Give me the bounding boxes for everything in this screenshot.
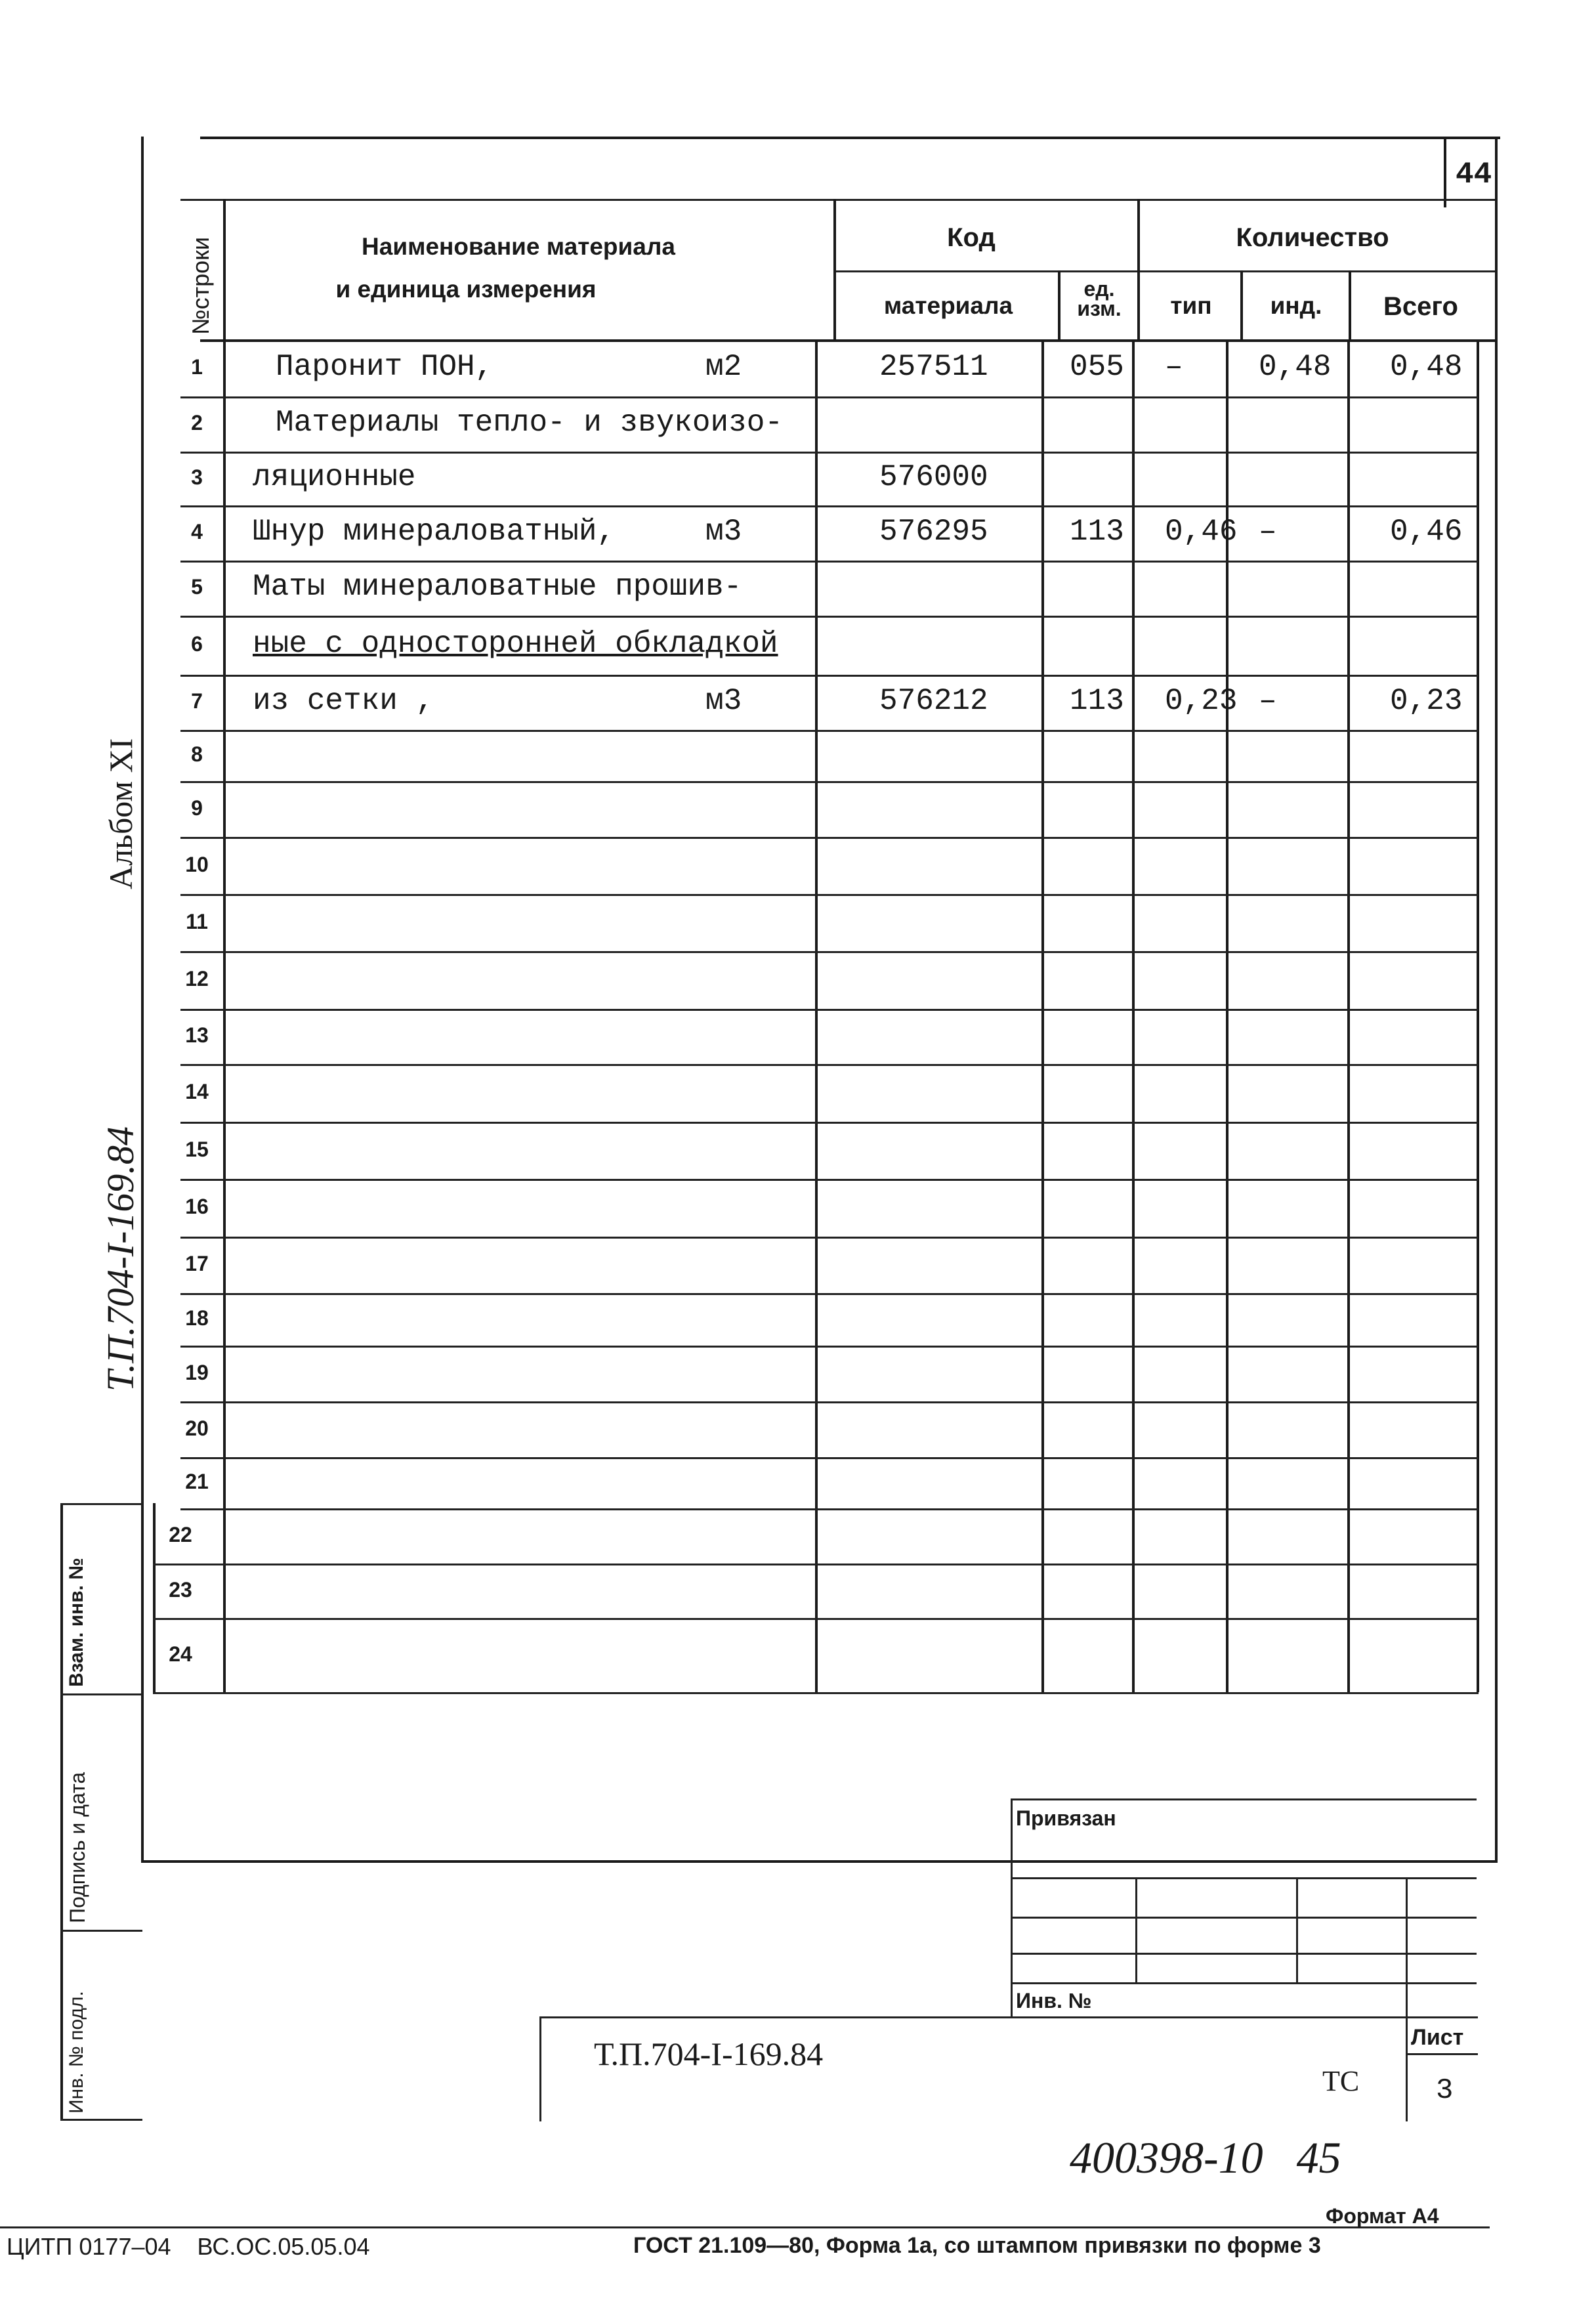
header-quantity: Количество xyxy=(1236,223,1389,252)
table-row-line xyxy=(180,1064,1479,1066)
stamp-doc-code: Т.П.704-I-169.84 xyxy=(594,2035,824,2072)
row-number: 17 xyxy=(185,1252,209,1275)
col-name-right xyxy=(833,199,836,339)
col-ind-right xyxy=(1349,270,1351,339)
row-ind: – xyxy=(1259,684,1277,718)
row-tip: 0,23 xyxy=(1165,684,1238,718)
frame-top-line xyxy=(200,137,1498,139)
table-row-line xyxy=(180,1009,1479,1011)
body-name-right xyxy=(815,339,818,1692)
header-code-material: материала xyxy=(883,292,1013,319)
row-number: 1 xyxy=(191,354,203,379)
header-qty-type: тип xyxy=(1170,292,1212,319)
table-row-line xyxy=(153,1564,1479,1565)
row-number: 10 xyxy=(185,852,209,876)
stamp-inv-label: Инв. № подл. xyxy=(66,1991,87,2114)
col-rownum-right xyxy=(223,199,226,1692)
stamp-mark: ТС xyxy=(1322,2065,1360,2097)
side-doc-code: Т.П.704-I-169.84 xyxy=(99,1126,142,1392)
row-code: 576000 xyxy=(879,460,988,494)
list-cell-sep xyxy=(1406,2053,1478,2055)
row-number: 2 xyxy=(191,411,203,435)
format-label: Формат А4 xyxy=(1326,2204,1439,2228)
privyazan-col2 xyxy=(1296,1877,1298,1982)
row-tip: 0,46 xyxy=(1165,515,1238,549)
table-row-line xyxy=(180,894,1479,896)
row-total: 0,23 xyxy=(1390,684,1463,718)
table-row-line xyxy=(180,1508,1479,1510)
privyazan-left xyxy=(1011,1798,1013,2018)
table-row-line xyxy=(180,505,1479,507)
main-stamp-left xyxy=(539,2016,541,2121)
row-ind: 0,48 xyxy=(1259,349,1332,384)
row-number: 19 xyxy=(185,1360,209,1384)
table-row-line xyxy=(180,837,1479,839)
row-number: 23 xyxy=(169,1577,192,1602)
row-number: 6 xyxy=(191,632,203,656)
table-row-line xyxy=(180,1179,1479,1181)
header-bottom-line xyxy=(200,339,1495,342)
row-ed: 113 xyxy=(1070,515,1124,549)
row-number: 24 xyxy=(169,1642,192,1666)
body-ed-right xyxy=(1132,339,1135,1692)
table-row-line xyxy=(180,616,1479,618)
left-stamp-sep2 xyxy=(60,1930,142,1932)
row-number: 21 xyxy=(185,1470,209,1493)
inv-no-label: Инв. № xyxy=(1016,1989,1092,2012)
row-ind: – xyxy=(1259,515,1277,549)
frame-left-line xyxy=(141,137,144,1863)
table-row-line xyxy=(180,452,1479,454)
table-row-line xyxy=(180,675,1479,677)
main-stamp-top xyxy=(539,2016,1478,2018)
privyazan-top xyxy=(1011,1798,1477,1800)
frame-right-line xyxy=(1495,137,1498,1863)
left-stamp-top xyxy=(60,1503,142,1505)
col-ed-right xyxy=(1137,199,1140,339)
header-code-unit: ед. изм. xyxy=(1077,277,1122,320)
row-number: 13 xyxy=(185,1023,209,1047)
header-name-line2: и единица измерения xyxy=(335,276,597,303)
table-row-line xyxy=(153,1692,1479,1694)
table-row-line xyxy=(180,1293,1479,1295)
header-qty-total: Всего xyxy=(1383,292,1458,321)
handwritten-number: 400398-10 45 xyxy=(1070,2133,1341,2182)
row-code: 576295 xyxy=(879,515,988,549)
footer-line xyxy=(0,2226,1490,2228)
privyazan-label: Привязан xyxy=(1016,1806,1116,1830)
row-name: из сетки , xyxy=(253,684,434,718)
row-code: 576212 xyxy=(879,684,988,718)
col-code-right xyxy=(1058,270,1060,339)
header-qty-ind: инд. xyxy=(1270,292,1322,319)
body-code-right xyxy=(1041,339,1044,1692)
row-number: 11 xyxy=(186,909,208,933)
row-tip: – xyxy=(1165,349,1183,384)
row-ed: 113 xyxy=(1070,684,1124,718)
row-ed: 055 xyxy=(1070,349,1124,384)
left-stamp-sep1 xyxy=(60,1693,142,1695)
row-total: 0,48 xyxy=(1390,349,1463,384)
table-row-line xyxy=(180,1457,1479,1459)
table-row-line xyxy=(180,1346,1479,1348)
stamp-sign-label: Подпись и дата xyxy=(66,1772,89,1923)
table-row-line xyxy=(180,1401,1479,1403)
stamp-vzam-label: Взам. инв. № xyxy=(66,1558,87,1687)
row-name: Шнур минераловатный, xyxy=(253,515,616,549)
body-rownum-left xyxy=(153,1503,156,1693)
page-number: 44 xyxy=(1456,158,1492,192)
table-row-line xyxy=(153,1618,1479,1620)
table-row-line xyxy=(180,781,1479,783)
row-name: Материалы тепло- и звукоизо- xyxy=(276,406,783,440)
row-number: 18 xyxy=(185,1306,209,1330)
row-number: 3 xyxy=(191,465,203,489)
row-number: 14 xyxy=(185,1080,209,1103)
row-unit: м3 xyxy=(705,515,742,549)
row-number: 12 xyxy=(185,967,209,990)
list-label: Лист xyxy=(1411,2025,1464,2050)
privyazan-col1 xyxy=(1135,1877,1137,1982)
body-table-right xyxy=(1477,339,1479,1692)
left-stamp-outer xyxy=(60,1503,63,2120)
header-sub-line xyxy=(835,270,1495,272)
body-ind-right xyxy=(1347,339,1350,1692)
page-number-box xyxy=(1444,137,1500,207)
album-label: Альбом XI xyxy=(102,738,139,889)
row-name: Маты минераловатные прошив- xyxy=(253,570,742,604)
col-tip-right xyxy=(1240,270,1243,339)
row-unit: м2 xyxy=(705,349,742,384)
row-number: 15 xyxy=(185,1137,209,1161)
list-cell-left xyxy=(1406,2016,1408,2121)
table-row-line xyxy=(180,951,1479,953)
row-number: 8 xyxy=(191,742,203,766)
privyazan-col3 xyxy=(1406,1877,1408,2018)
frame-bottom-line xyxy=(141,1860,1498,1863)
row-number: 7 xyxy=(191,689,203,713)
row-name: ные с односторонней обкладкой xyxy=(253,627,778,661)
list-value: 3 xyxy=(1436,2074,1454,2107)
row-number: 22 xyxy=(169,1523,192,1546)
header-code: Код xyxy=(947,223,996,252)
footer-gost: ГОСТ 21.109—80, Форма 1а, со штампом привязки по форме 3 xyxy=(633,2233,1321,2258)
row-name: ляционные xyxy=(253,460,416,494)
header-name-line1: Наименование материала xyxy=(362,233,675,260)
footer-left: ЦИТП 0177–04 ВС.ОС.05.05.04 xyxy=(7,2233,370,2260)
row-number: 9 xyxy=(191,796,203,820)
header-row-number: №строки xyxy=(187,236,214,335)
table-row-line xyxy=(180,730,1479,732)
row-number: 16 xyxy=(185,1195,209,1218)
row-total: 0,46 xyxy=(1390,515,1463,549)
left-stamp-bottom xyxy=(60,2119,142,2121)
table-row-line xyxy=(180,1237,1479,1239)
row-number: 4 xyxy=(191,520,203,543)
table-row-line xyxy=(180,396,1479,398)
table-row-line xyxy=(180,1122,1479,1124)
row-number: 20 xyxy=(185,1416,209,1440)
header-top-line xyxy=(180,199,1495,201)
row-number: 5 xyxy=(191,575,203,599)
row-name: Паронит ПОН, xyxy=(276,349,494,384)
row-code: 257511 xyxy=(879,349,988,384)
row-unit: м3 xyxy=(705,684,742,718)
table-row-line xyxy=(180,561,1479,563)
